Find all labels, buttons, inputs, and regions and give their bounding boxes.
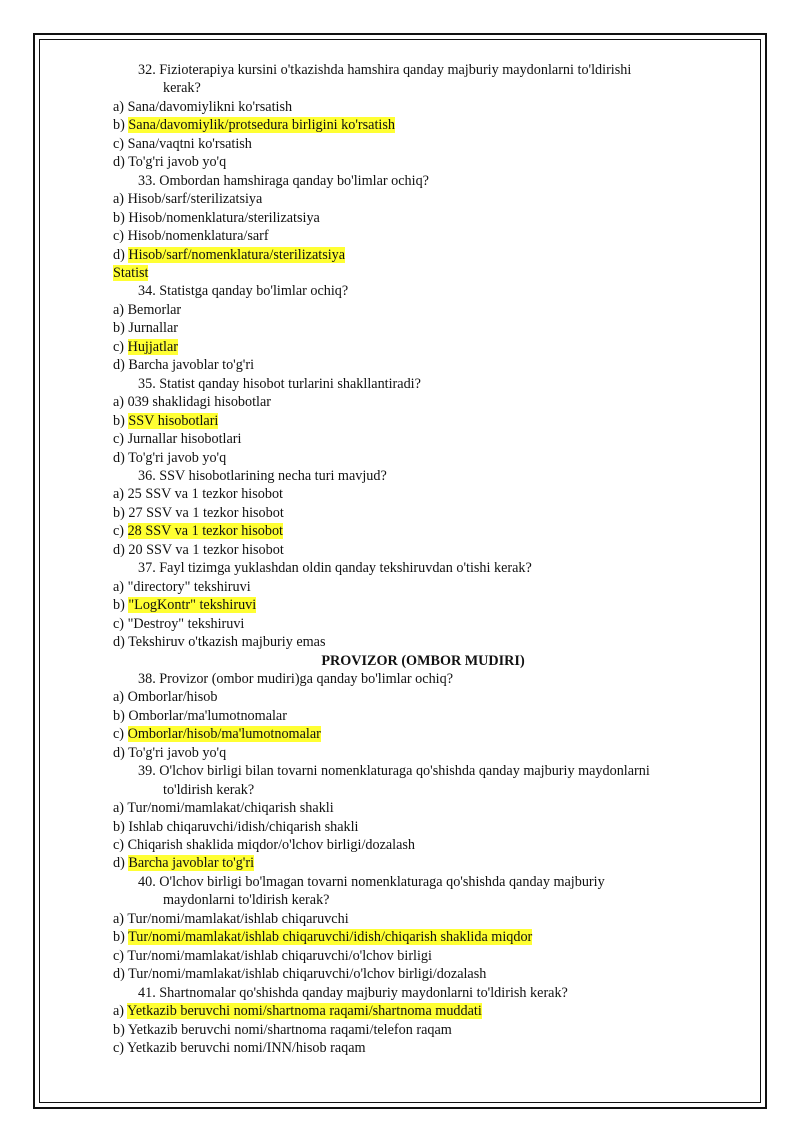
option-text: Sana/davomiylik/protsedura birligini ko'rsatish [128,117,395,134]
answer-option [113,227,733,245]
option-text: "LogKontr" tekshiruvi [128,597,257,614]
question-text-continued: kerak? [163,80,201,97]
option-letter: a) [113,689,128,706]
option-letter: b) [113,209,129,226]
option-letter: a) [113,800,128,817]
option-text: Chiqarish shaklida miqdor/o'lchov birligi/dozalash [127,837,416,854]
answer-option [113,965,733,983]
option-text: Ishlab chiqaruvchi/idish/chiqarish shakli [128,818,359,835]
answer-option [113,356,733,374]
option-letter: b) [113,818,129,835]
question-text: 37. Fayl tizimga yuklashdan oldin qanday tekshiruvdan o'tishi kerak? [138,560,532,577]
option-letter: d) [113,744,129,761]
option-letter: d) [113,449,129,466]
option-letter: a) [113,98,128,115]
option-text: Yetkazib beruvchi nomi/INN/hisob raqam [127,1040,366,1057]
option-text: Hisob/sarf/sterilizatsiya [127,191,263,208]
answer-option [113,910,733,928]
option-letter: d) [113,966,129,983]
option-letter: c) [113,135,128,152]
option-letter: a) [113,486,128,503]
option-letter: a) [113,301,128,318]
answer-option [113,153,733,171]
answer-option [113,393,733,411]
question-text: 38. Provizor (ombor mudiri)ga qanday bo'limlar ochiq? [138,670,453,687]
option-text: Tekshiruv o'tkazish majburiy emas [128,634,326,651]
option-letter: c) [113,228,128,245]
answer-option [113,190,733,208]
answer-option-correct [113,854,733,872]
option-letter: d) [113,154,129,171]
option-text: Hisob/nomenklatura/sarf [127,228,269,245]
answer-option [113,430,733,448]
answer-option [113,504,733,522]
question-text-continued: to'ldirish kerak? [163,781,255,798]
role-heading-text: Statist [113,264,149,281]
option-text: 25 SSV va 1 tezkor hisobot [127,486,283,503]
option-letter: c) [113,431,128,448]
option-text: Barcha javoblar to'g'ri [128,855,255,872]
option-text: Bemorlar [127,301,182,318]
answer-option [113,836,733,854]
option-letter: d) [113,246,129,263]
answer-option [113,301,733,319]
option-text: SSV hisobotlari [128,412,219,429]
option-letter: b) [113,504,129,521]
option-text: Omborlar/ma'lumotnomalar [128,707,287,724]
option-text: "directory" tekshiruvi [127,578,251,595]
answer-option-correct [113,116,733,134]
option-letter: b) [113,1021,128,1038]
option-text: Hujjatlar [127,338,179,355]
answer-option [113,633,733,651]
answer-option [113,818,733,836]
option-letter: d) [113,855,129,872]
answer-option [113,707,733,725]
answer-option [113,449,733,467]
option-letter: b) [113,707,129,724]
answer-option [113,319,733,337]
option-text: Barcha javoblar to'g'ri [128,357,255,374]
option-letter: c) [113,1040,128,1057]
option-letter: b) [113,929,129,946]
option-letter: c) [113,338,128,355]
option-letter: b) [113,597,129,614]
option-letter: a) [113,394,128,411]
option-letter: a) [113,191,128,208]
answer-option-correct [113,338,733,356]
answer-option [113,578,733,596]
document-body [113,61,733,1057]
option-text: Sana/vaqtni ko'rsatish [127,135,252,152]
answer-option [113,947,733,965]
answer-option [113,98,733,116]
section-heading: PROVIZOR (OMBOR MUDIRI) [321,652,525,669]
option-text: 27 SSV va 1 tezkor hisobot [128,504,284,521]
answer-option [113,1021,733,1039]
answer-option-correct [113,596,733,614]
option-letter: c) [113,947,128,964]
option-letter: d) [113,357,129,374]
answer-option-correct [113,412,733,430]
option-letter: b) [113,117,129,134]
option-letter: c) [113,615,128,632]
answer-option-correct [113,522,733,540]
answer-option [113,209,733,227]
option-text: To'g'ri javob yo'q [128,449,227,466]
answer-option-correct [113,246,733,264]
answer-option [113,541,733,559]
option-text: Omborlar/hisob [127,689,218,706]
option-text: 20 SSV va 1 tezkor hisobot [128,541,284,558]
answer-option [113,688,733,706]
answer-option [113,135,733,153]
option-letter: c) [113,523,128,540]
option-text: Tur/nomi/mamlakat/ishlab chiqaruvchi [127,910,349,927]
answer-option-correct [113,1002,733,1020]
question-text: 33. Ombordan hamshiraga qanday bo'limlar ochiq? [138,172,429,189]
option-text: Jurnallar [128,320,179,337]
question-text: 39. O'lchov birligi bilan tovarni nomenklaturaga qo'shishda qanday majburiy maydonlarni [138,763,650,780]
option-text: To'g'ri javob yo'q [128,154,227,171]
option-text: To'g'ri javob yo'q [128,744,227,761]
option-text: Yetkazib beruvchi nomi/shartnoma raqami/telefon raqam [127,1021,452,1038]
answer-option [113,485,733,503]
option-text: 039 shaklidagi hisobotlar [127,394,272,411]
option-letter: a) [113,578,128,595]
answer-option-correct [113,725,733,743]
option-letter: a) [113,910,128,927]
option-text: Hisob/sarf/nomenklatura/sterilizatsiya [128,246,346,263]
question-text: 36. SSV hisobotlarining necha turi mavjud? [138,467,387,484]
option-text: Tur/nomi/mamlakat/ishlab chiqaruvchi/idish/chiqarish shaklida miqdor [128,929,533,946]
option-letter: c) [113,726,128,743]
question-text: 41. Shartnomalar qo'shishda qanday majburiy maydonlarni to'ldirish kerak? [138,984,568,1001]
question-text: 35. Statist qanday hisobot turlarini shakllantiradi? [138,375,421,392]
answer-option-correct [113,928,733,946]
answer-option [113,799,733,817]
option-letter: c) [113,837,128,854]
option-text: Omborlar/hisob/ma'lumotnomalar [127,726,321,743]
option-text: Yetkazib beruvchi nomi/shartnoma raqami/shartnoma muddati [127,1003,482,1020]
question-text-continued: maydonlarni to'ldirish kerak? [163,892,330,909]
answer-option [113,615,733,633]
answer-option [113,1039,733,1057]
option-letter: b) [113,412,129,429]
option-text: Sana/davomiylikni ko'rsatish [127,98,293,115]
question-text: 32. Fizioterapiya kursini o'tkazishda hamshira qanday majburiy maydonlarni to'ldirishi [138,62,632,78]
role-heading [113,264,733,282]
option-letter: d) [113,541,129,558]
option-text: Tur/nomi/mamlakat/chiqarish shakli [127,800,334,817]
option-text: Tur/nomi/mamlakat/ishlab chiqaruvchi/o'lchov birligi [127,947,432,964]
question-text: 34. Statistga qanday bo'limlar ochiq? [138,283,349,300]
option-text: 28 SSV va 1 tezkor hisobot [127,523,283,540]
option-letter: d) [113,634,129,651]
option-letter: b) [113,320,129,337]
option-text: "Destroy" tekshiruvi [127,615,245,632]
option-letter: a) [113,1003,128,1020]
option-text: Hisob/nomenklatura/sterilizatsiya [128,209,320,226]
option-text: Jurnallar hisobotlari [127,431,242,448]
question-text: 40. O'lchov birligi bo'lmagan tovarni nomenklaturaga qo'shishda qanday majburiy [138,873,605,890]
option-text: Tur/nomi/mamlakat/ishlab chiqaruvchi/o'lchov birligi/dozalash [128,966,487,983]
answer-option [113,744,733,762]
